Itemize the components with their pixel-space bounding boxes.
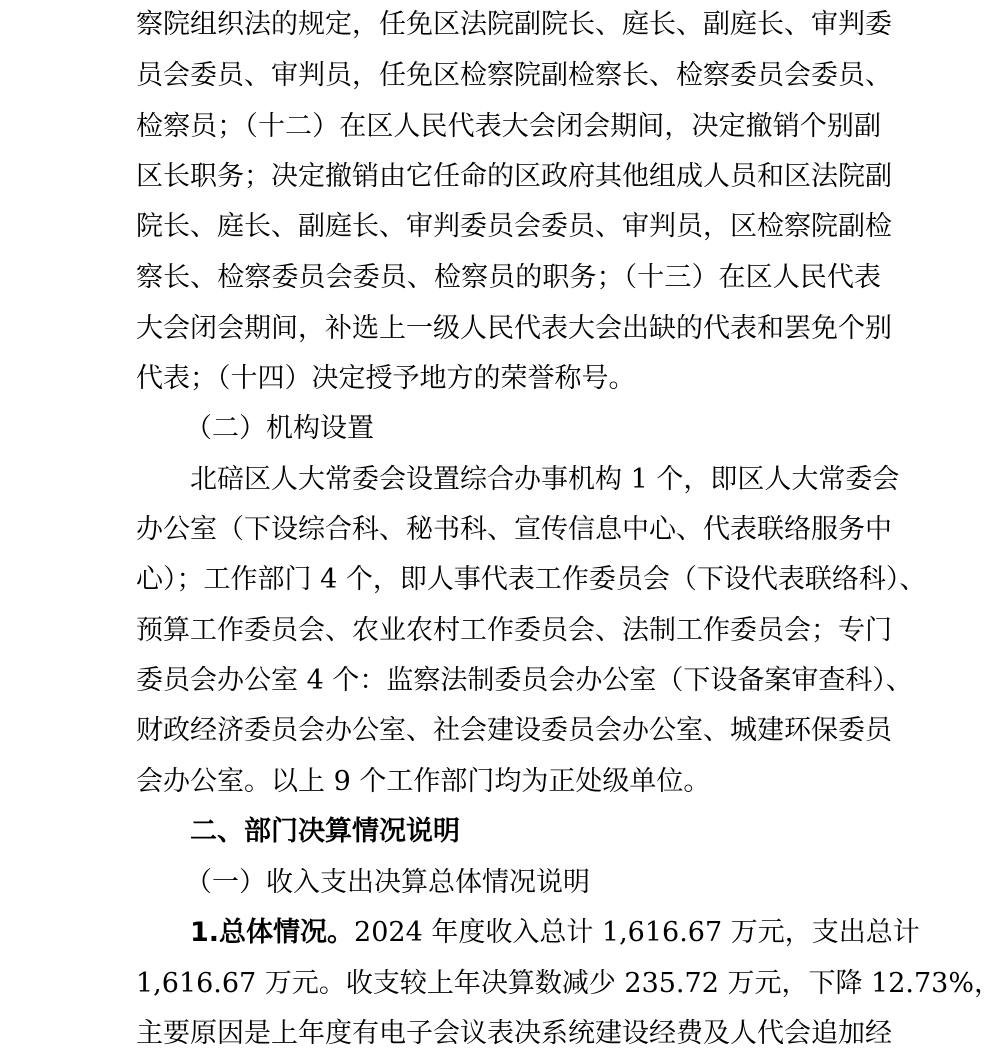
paragraph-line: 员会委员、审判员，任免区检察院副检察长、检察委员会委员、 [136,60,892,91]
paragraph-line: 代表；（十四）决定授予地方的荣誉称号。 [136,363,636,394]
paragraph-line: 主要原因是上年度有电子会议表决系统建设经费及人代会追加经 [136,1018,892,1049]
paragraph-line: 财政经济委员会办公室、社会建设委员会办公室、城建环保委员 [136,715,892,746]
paragraph-line: 办公室（下设综合科、秘书科、宣传信息中心、代表联络服务中 [136,514,892,545]
paragraph-line: 预算工作委员会、农业农村工作委员会、法制工作委员会；专门 [136,615,892,646]
paragraph-line: 检察员；（十二）在区人民代表大会闭会期间，决定撤销个别副 [136,111,881,142]
subsection-heading: （一）收入支出决算总体情况说明 [185,867,590,898]
paragraph-line: 会办公室。以上 9 个工作部门均为正处级单位。 [136,766,711,797]
paragraph-text: 2024 年度收入总计 1,616.67 万元，支出总计 [354,917,920,948]
bold-lead: 1.总体情况。 [190,917,355,948]
paragraph-line [190,916,920,950]
paragraph-line: 委员会办公室 4 个：监察法制委员会办公室（下设备案审查科）、 [136,665,913,696]
paragraph-line: 1,616.67 万元。收支较上年决算数减少 235.72 万元，下降 12.73%， [136,968,1001,999]
paragraph-line: 大会闭会期间，补选上一级人民代表大会出缺的代表和罢免个别 [136,313,892,344]
paragraph-line: 北碚区人大常委会设置综合办事机构 1 个，即区人大常委会 [190,464,900,495]
paragraph-line: 心）；工作部门 4 个，即人事代表工作委员会（下设代表联络科）、 [136,564,927,595]
paragraph-line: 察院组织法的规定，任免区法院副院长、庭长、副庭长、审判委 [136,9,892,40]
section-heading-2: 二、部门决算情况说明 [190,816,460,847]
paragraph-line: 院长、庭长、副庭长、审判委员会委员、审判员，区检察院副检 [136,211,892,242]
paragraph-line: 察长、检察委员会委员、检察员的职务；（十三）在区人民代表 [136,262,881,293]
paragraph-line: 区长职务；决定撤销由它任命的区政府其他组成人员和区法院副 [136,161,892,192]
section-heading-org: （二）机构设置 [185,413,374,444]
